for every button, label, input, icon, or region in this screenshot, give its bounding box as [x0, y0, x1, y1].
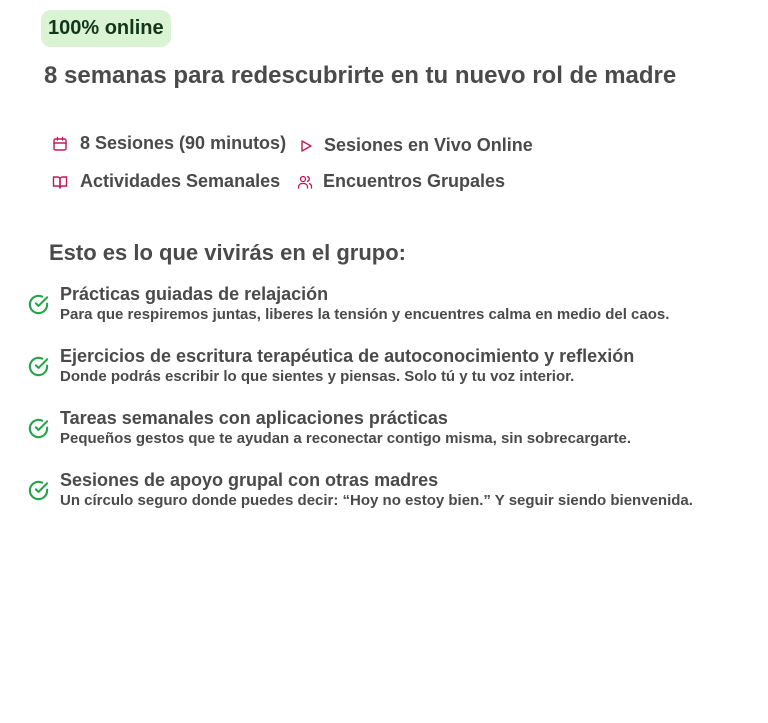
benefit-item — [27, 283, 757, 325]
users-icon — [297, 174, 313, 190]
benefit-title: Ejercicios de escritura terapéutica de autoconocimiento y reflexión — [60, 346, 635, 366]
page-title: 8 semanas para redescubrirte en tu nuevo rol de madre — [44, 62, 677, 89]
feature-weekly-activities — [52, 171, 280, 192]
feature-group-meetings — [297, 171, 505, 192]
check-circle-icon — [27, 293, 50, 316]
book-open-icon — [52, 174, 68, 190]
feature-label: Sesiones en Vivo Online — [324, 135, 533, 155]
calendar-icon — [52, 136, 68, 152]
feature-label: Actividades Semanales — [80, 171, 281, 191]
section-heading: Esto es lo que vivirás en el grupo: — [49, 240, 406, 265]
benefit-description: Pequeños gestos que te ayudan a reconectar contigo misma, sin sobrecargarte. — [60, 430, 632, 447]
benefit-title: Sesiones de apoyo grupal con otras madres — [60, 470, 439, 490]
check-circle-icon — [27, 479, 50, 502]
check-circle-icon — [27, 355, 50, 378]
feature-live-online — [298, 135, 533, 156]
feature-label: Encuentros Grupales — [323, 171, 506, 191]
benefit-description: Un círculo seguro donde puedes decir: “Hoy no estoy bien.” Y seguir siendo bienvenida. — [60, 492, 693, 509]
benefit-item — [27, 407, 757, 449]
play-icon — [298, 138, 314, 154]
benefit-item — [27, 469, 757, 511]
check-circle-icon — [27, 417, 50, 440]
benefit-description: Para que respiremos juntas, liberes la tensión y encuentres calma en medio del caos. — [60, 306, 670, 323]
benefit-title: Prácticas guiadas de relajación — [60, 284, 329, 304]
benefit-item — [27, 345, 757, 387]
feature-label: 8 Sesiones (90 minutos) — [80, 133, 287, 153]
benefit-title: Tareas semanales con aplicaciones prácticas — [60, 408, 448, 428]
feature-sessions — [52, 133, 286, 154]
online-badge: 100% online — [41, 10, 171, 47]
benefit-description: Donde podrás escribir lo que sientes y piensas. Solo tú y tu voz interior. — [60, 368, 575, 385]
